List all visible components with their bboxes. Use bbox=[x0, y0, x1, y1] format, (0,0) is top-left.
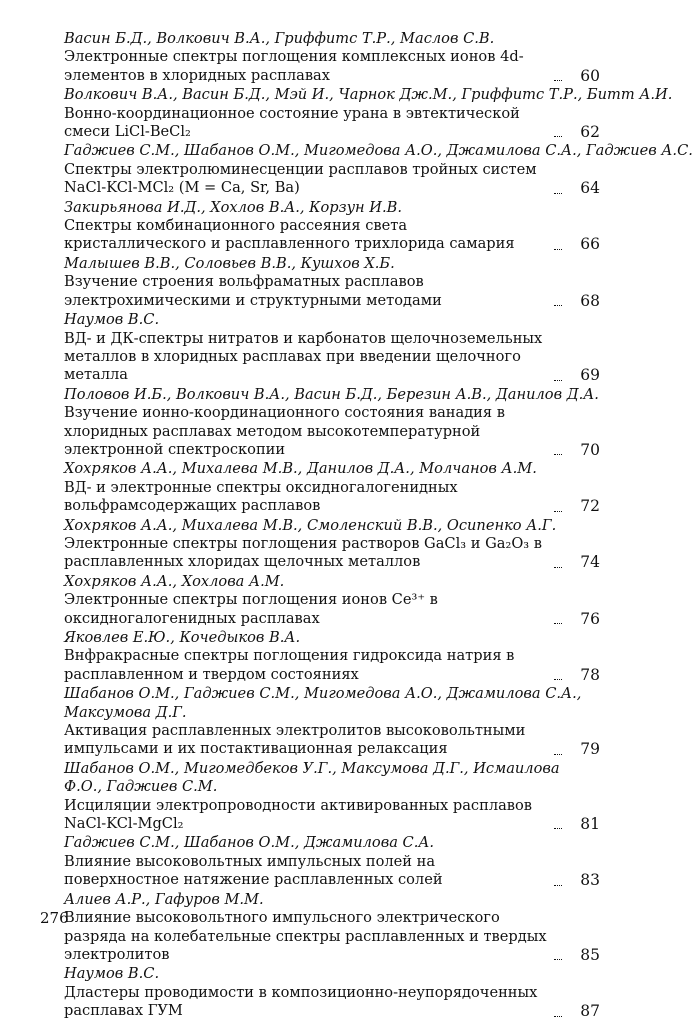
entry-page-number: 60 bbox=[580, 66, 600, 85]
entry-title: Влияние высоковольтных импульсных полей на поверхностное натяжение расплавленных солей bbox=[64, 852, 443, 889]
entry-title: ВД- и электронные спектры оксидногалогенидных вольфрамсодержащих расплавов bbox=[64, 478, 458, 515]
entry-page-number: 79 bbox=[580, 740, 600, 759]
entry-title: Взучение строения вольфраматных расплавов электрохимическими и структурными методами bbox=[64, 273, 442, 309]
toc-entry bbox=[40, 573, 600, 628]
toc-entry bbox=[40, 891, 600, 965]
entry-title: Электронные спектры поглощения комплексных ионов 4d-элементов в хлоридных расплавах bbox=[64, 48, 524, 84]
toc-entry bbox=[40, 30, 600, 85]
entry-title-line bbox=[40, 535, 600, 572]
toc-entry bbox=[40, 760, 600, 834]
entry-page-number: 69 bbox=[580, 366, 600, 385]
entry-authors: Половов И.Б., Волкович В.А., Васин Б.Д., Березин А.В., Данилов Д.А. bbox=[64, 385, 599, 403]
toc-entry bbox=[40, 685, 600, 759]
dot-leader bbox=[554, 511, 562, 512]
entry-authors: Васин Б.Д., Волкович В.А., Гриффитс Т.Р., Маслов С.В. bbox=[64, 30, 495, 47]
entry-page-number: 81 bbox=[580, 815, 600, 834]
toc-entry bbox=[40, 386, 600, 460]
entry-authors: Наумов В.С. bbox=[64, 311, 160, 329]
entry-title: Электронные спектры поглощения растворов GaCl₃ и Ga₂O₃ в расплавленных хлоридах щелочных металлов bbox=[64, 534, 542, 571]
entry-title-line bbox=[40, 105, 600, 142]
entry-title: ВД- и ДК-спектры нитратов и карбонатов щелочноземельных металлов в хлоридных расплавах при введении щелочного металла bbox=[64, 329, 543, 384]
entry-page-number: 64 bbox=[580, 179, 600, 198]
toc-entry bbox=[40, 517, 600, 572]
entry-page-number: 78 bbox=[580, 665, 600, 684]
entry-title-line bbox=[40, 909, 600, 964]
entry-page-number: 83 bbox=[580, 871, 600, 890]
entry-page-number: 70 bbox=[580, 440, 600, 459]
dot-leader bbox=[554, 454, 562, 455]
entry-page-number: 85 bbox=[580, 945, 600, 964]
dot-leader bbox=[554, 249, 562, 250]
toc-entry bbox=[40, 311, 600, 385]
dot-leader bbox=[554, 80, 562, 81]
dot-leader bbox=[554, 959, 562, 960]
entry-authors: Шабанов О.М., Мигомедбеков У.Г., Максумова Д.Г., Исмаилова Ф.О., Гаджиев С.М. bbox=[64, 759, 560, 796]
entry-title-line bbox=[40, 722, 600, 759]
dot-leader bbox=[554, 828, 562, 829]
page-number: 276 bbox=[40, 909, 69, 927]
entry-title: Влияние высоковольтного импульсного электрического разряда на колебательные спектры расплавленных и твердых электролитов bbox=[64, 909, 547, 963]
toc-entry bbox=[40, 965, 600, 1020]
entry-title-line bbox=[40, 48, 600, 85]
entry-title-line bbox=[40, 984, 600, 1021]
toc-entry bbox=[40, 629, 600, 684]
entry-authors: Гаджиев С.М., Шабанов О.М., Джамилова С.А. bbox=[64, 834, 435, 852]
entry-authors: Яковлев Е.Ю., Кочедыков В.А. bbox=[64, 629, 301, 646]
entry-title-line bbox=[40, 330, 600, 385]
toc-entry bbox=[40, 255, 600, 310]
dot-leader bbox=[554, 567, 562, 568]
entry-title-line bbox=[40, 161, 600, 198]
entry-title-line bbox=[40, 273, 600, 310]
table-of-contents bbox=[40, 30, 693, 1022]
entry-authors: Хохряков А.А., Михалева М.В., Данилов Д.А., Молчанов А.М. bbox=[64, 460, 537, 478]
toc-entry bbox=[40, 199, 600, 254]
entry-title-line bbox=[40, 591, 600, 628]
dot-leader bbox=[554, 1016, 562, 1017]
dot-leader bbox=[554, 380, 562, 381]
entry-title: Исциляции электропроводности активированных расплавов NaCl-KCl-MgCl₂ bbox=[64, 796, 533, 833]
entry-title-line bbox=[40, 797, 600, 834]
dot-leader bbox=[554, 623, 562, 624]
entry-page-number: 66 bbox=[580, 235, 600, 254]
entry-title: Активация расплавленных электролитов высоковольтными импульсами и их постактивационная релаксация bbox=[64, 722, 526, 758]
entry-title-line bbox=[40, 479, 600, 516]
toc-entry bbox=[40, 142, 693, 198]
entry-page-number: 87 bbox=[580, 1002, 600, 1021]
entry-authors: Гаджиев С.М., Шабанов О.М., Мигомедова А.О., Джамилова С.А., Гаджиев А.С. bbox=[64, 142, 693, 160]
entry-title: Дластеры проводимости в композиционно-неупорядоченных расплавах ГУМ bbox=[64, 983, 538, 1020]
entry-title: Спектры электролюминесценции расплавов тройных систем NaCl-KCl-MCl₂ (M = Ca, Sr, Ba) bbox=[64, 160, 537, 197]
entry-title-line bbox=[40, 217, 600, 254]
entry-title: Взучение ионно-координационного состояния ванадия в хлоридных расплавах методом высокотемпературной электронной спектроскопии bbox=[64, 404, 505, 458]
entry-authors: Хохряков А.А., Михалева М.В., Смоленский В.В., Осипенко А.Г. bbox=[64, 516, 557, 534]
entry-title-line bbox=[40, 404, 600, 459]
entry-page-number: 76 bbox=[580, 609, 600, 628]
dot-leader bbox=[554, 193, 562, 194]
entry-page-number: 62 bbox=[580, 123, 600, 142]
entry-title: Спектры комбинационного рассеяния света кристаллического и расплавленного трихлорида самария bbox=[64, 217, 515, 253]
entry-title-line bbox=[40, 647, 600, 684]
entry-title-line bbox=[40, 853, 600, 890]
dot-leader bbox=[554, 305, 562, 306]
entry-authors: Шабанов О.М., Гаджиев С.М., Мигомедова А.О., Джамилова С.А., Максумова Д.Г. bbox=[64, 685, 582, 721]
entry-authors: Алиев А.Р., Гафуров М.М. bbox=[64, 890, 264, 908]
entry-authors: Закирьянова И.Д., Хохлов В.А., Корзун И.В. bbox=[64, 198, 403, 216]
toc-entry bbox=[40, 834, 600, 889]
dot-leader bbox=[554, 754, 562, 755]
toc-entry bbox=[40, 460, 600, 515]
entry-title: Внфракрасные спектры поглощения гидроксида натрия в расплавленном и твердом состояниях bbox=[64, 647, 515, 683]
toc-entry bbox=[40, 86, 673, 142]
dot-leader bbox=[554, 885, 562, 886]
entry-title: Вонно-координационное состояние урана в эвтектической смеси LiCl-BeCl₂ bbox=[64, 104, 520, 141]
dot-leader bbox=[554, 136, 562, 137]
entry-page-number: 72 bbox=[580, 497, 600, 516]
entry-title: Электронные спектры поглощения ионов Ce³⁺ в оксидногалогенидных расплавах bbox=[64, 591, 438, 627]
entry-authors: Наумов В.С. bbox=[64, 965, 160, 983]
entry-authors: Малышев В.В., Соловьев В.В., Кушхов Х.Б. bbox=[64, 254, 395, 272]
entry-authors: Волкович В.А., Васин Б.Д., Мэй И., Чарнок Дж.М., Гриффитс Т.Р., Битт А.И. bbox=[64, 86, 673, 104]
entry-authors: Хохряков А.А., Хохлова А.М. bbox=[64, 572, 285, 590]
entry-page-number: 68 bbox=[580, 291, 600, 310]
entry-page-number: 74 bbox=[580, 553, 600, 572]
dot-leader bbox=[554, 679, 562, 680]
